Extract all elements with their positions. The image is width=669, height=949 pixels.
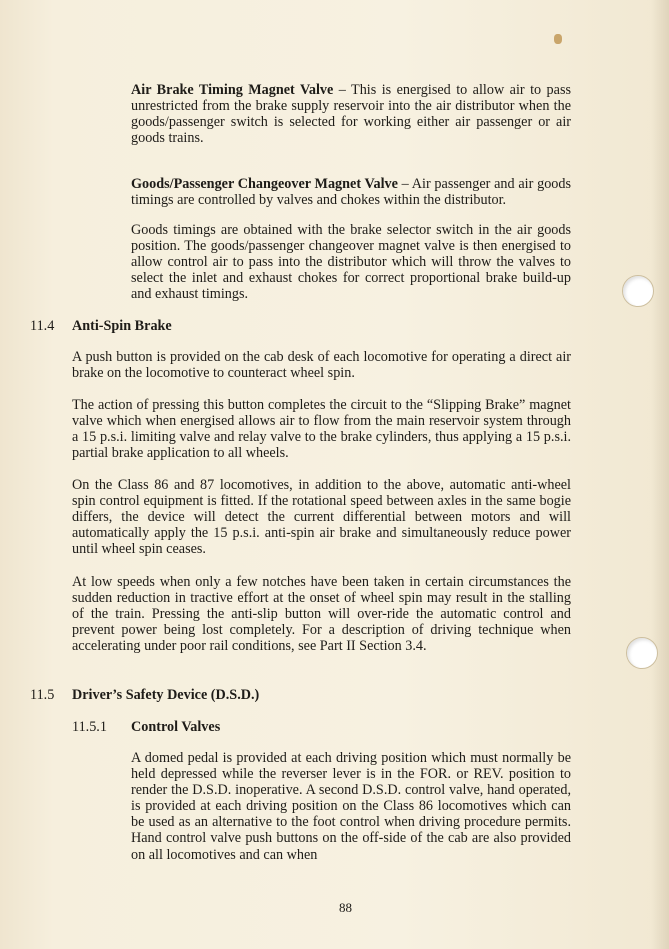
section-11-4-title: Anti-Spin Brake <box>72 318 172 334</box>
subsection-11-5-1-number: 11.5.1 <box>72 719 107 735</box>
section-11-5-number: 11.5 <box>30 687 55 703</box>
page-edge-shadow <box>651 0 669 949</box>
ink-mark <box>554 34 562 44</box>
anti-spin-text-3: On the Class 86 and 87 locomotives, in addition to the above, automatic anti-wheel spin control equipment is fitted. If the rotational speed between axles in the same bogie differs, the device will detect the current differential between motors and will automatically apply the 15 p.s.i. anti-spin air brake and simultaneously reduce power until wheel spin ceases. <box>72 477 571 558</box>
anti-spin-text-2: The action of pressing this button completes the circuit to the “Slipping Brake” magnet valve which when energised allows air to flow from the main reservoir system through a 15 p.s.i. limiting valve and relay valve to the brake cylinders, thus applying a 15 p.s.i. partial brake application to all wheels. <box>72 397 571 462</box>
anti-spin-text-4: At low speeds when only a few notches have been taken in certain circumstances the sudden reduction in tractive effort at the onset of wheel spin may result in the stalling of the train. Pressing the anti-slip button will over-ride the automatic control and prevent power being lost completely. For a description of driving technique when accelerating under poor rail conditions, see Part II Section 3.4. <box>72 574 571 655</box>
anti-spin-text-1: A push button is provided on the cab desk of each locomotive for operating a direct air brake on the locomotive to counteract wheel spin. <box>72 349 571 382</box>
control-valves-text: A domed pedal is provided at each driving position which must normally be held depressed while the reverser lever is in the FOR. or REV. position to render the D.S.D. inoperative. A second D.S.D. control valve, hand operated, is provided at each driving position on the Class 86 locomotives which can be used as an alternative to the foot control when driving procedure permits. Hand control valve push buttons on the off-side of the cab are also provided on all locomotives and can when <box>131 750 571 863</box>
subsection-11-5-1-title: Control Valves <box>131 719 221 735</box>
anti-spin-paragraph-2 <box>72 397 571 461</box>
anti-spin-paragraph-1 <box>72 349 571 381</box>
goods-timings-text: Goods timings are obtained with the brake selector switch in the air goods position. The goods/passenger changeover magnet valve is then energised to allow control air to pass into the distributor which will throw the valves to select the inlet and exhaust chokes for correct proportional brake build-up and exhaust timings. <box>131 222 571 303</box>
air-brake-timing-paragraph <box>131 82 571 146</box>
section-11-4-number: 11.4 <box>30 318 55 334</box>
section-11-4-heading <box>30 318 172 334</box>
anti-spin-paragraph-3 <box>72 477 571 557</box>
punch-hole-lower <box>626 637 658 669</box>
anti-spin-paragraph-4 <box>72 574 571 654</box>
goods-passenger-text: – Air passenger and air goods timings are controlled by valves and chokes within the distributor. <box>131 176 571 209</box>
section-11-5-title: Driver’s Safety Device (D.S.D.) <box>72 687 260 703</box>
goods-passenger-paragraph <box>131 176 571 208</box>
page-number: 88 <box>339 900 352 915</box>
goods-passenger-title: Goods/Passenger Changeover Magnet Valve <box>131 176 398 192</box>
air-brake-timing-title: Air Brake Timing Magnet Valve <box>131 82 334 98</box>
punch-hole-upper <box>622 275 654 307</box>
air-brake-timing-text: – This is energised to allow air to pass unrestricted from the brake supply reservoir into the air distributor when the goods/passenger switch is selected for working either air passenger or air goods trains. <box>131 82 571 147</box>
goods-timings-paragraph <box>131 222 571 302</box>
section-11-5-heading <box>30 687 259 703</box>
control-valves-paragraph <box>131 750 571 863</box>
